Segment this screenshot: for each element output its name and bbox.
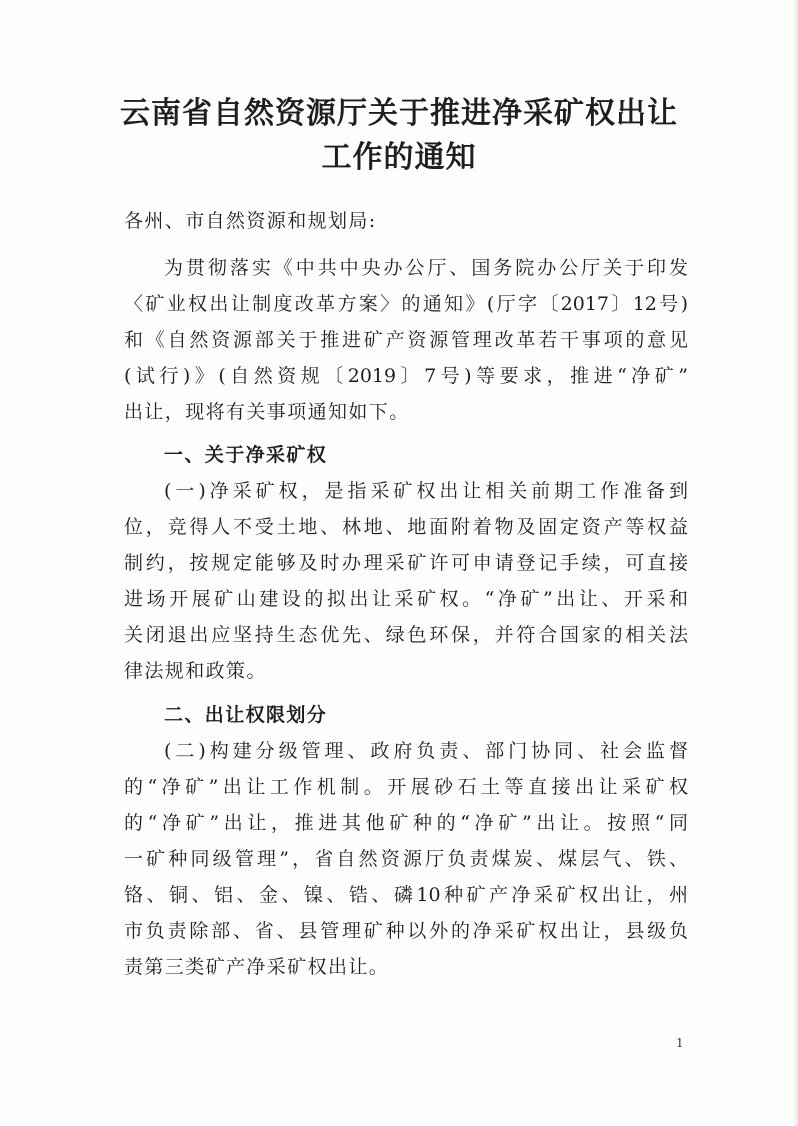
scan-edge-shadow: [792, 0, 798, 1126]
paragraph-line: 制约，按规定能够及时办理采矿许可申请登记手续，可直接: [124, 552, 688, 574]
paragraph-line: (试行)》(自然资规〔2019〕7号)等要求，推进“净矿”: [124, 365, 688, 387]
paragraph-line: 为贯彻落实《中共中央办公厅、国务院办公厅关于印发: [164, 257, 688, 279]
paragraph-line: 〈矿业权出让制度改革方案〉的通知》(厅字〔2017〕12号): [124, 293, 688, 315]
paragraph-line: 责第三类矿产净采矿权出让。: [124, 956, 390, 978]
section-heading: 一、关于净采矿权: [164, 444, 328, 466]
salutation: 各州、市自然资源和规划局:: [124, 210, 377, 232]
paragraph-line: (一)净采矿权，是指采矿权出让相关前期工作准备到: [164, 480, 688, 502]
paragraph-line: 律法规和政策。: [124, 660, 267, 682]
paragraph-line: 位，竞得人不受土地、林地、地面附着物及固定资产等权益: [124, 516, 688, 538]
paragraph-line: 铬、铜、铝、金、镍、锆、磷10种矿产净采矿权出让，州: [124, 884, 688, 906]
section-heading: 二、出让权限划分: [164, 704, 328, 726]
paragraph-line: 和《自然资源部关于推进矿产资源管理改革若干事项的意见: [124, 329, 688, 351]
paragraph-line: (二)构建分级管理、政府负责、部门协同、社会监督: [164, 740, 688, 762]
document-title-line-2: 工作的通知: [321, 140, 477, 175]
paragraph-line: 的“净矿”出让工作机制。开展砂石土等直接出让采矿权: [124, 776, 688, 798]
page-number: 1: [676, 1036, 684, 1050]
paragraph-line: 关闭退出应坚持生态优先、绿色环保，并符合国家的相关法: [124, 624, 688, 646]
paragraph-line: 进场开展矿山建设的拟出让采矿权。“净矿”出让、开采和: [124, 588, 688, 610]
paragraph-line: 出让，现将有关事项通知如下。: [124, 401, 410, 423]
document-title-line-1: 云南省自然资源厅关于推进净采矿权出让: [120, 96, 678, 131]
paragraph-line: 一矿种同级管理”，省自然资源厅负责煤炭、煤层气、铁、: [124, 848, 688, 870]
paragraph-line: 市负责除部、省、县管理矿种以外的净采矿权出让，县级负: [124, 920, 688, 942]
paragraph-line: 的“净矿”出让，推进其他矿种的“净矿”出让。按照“同: [124, 812, 688, 834]
